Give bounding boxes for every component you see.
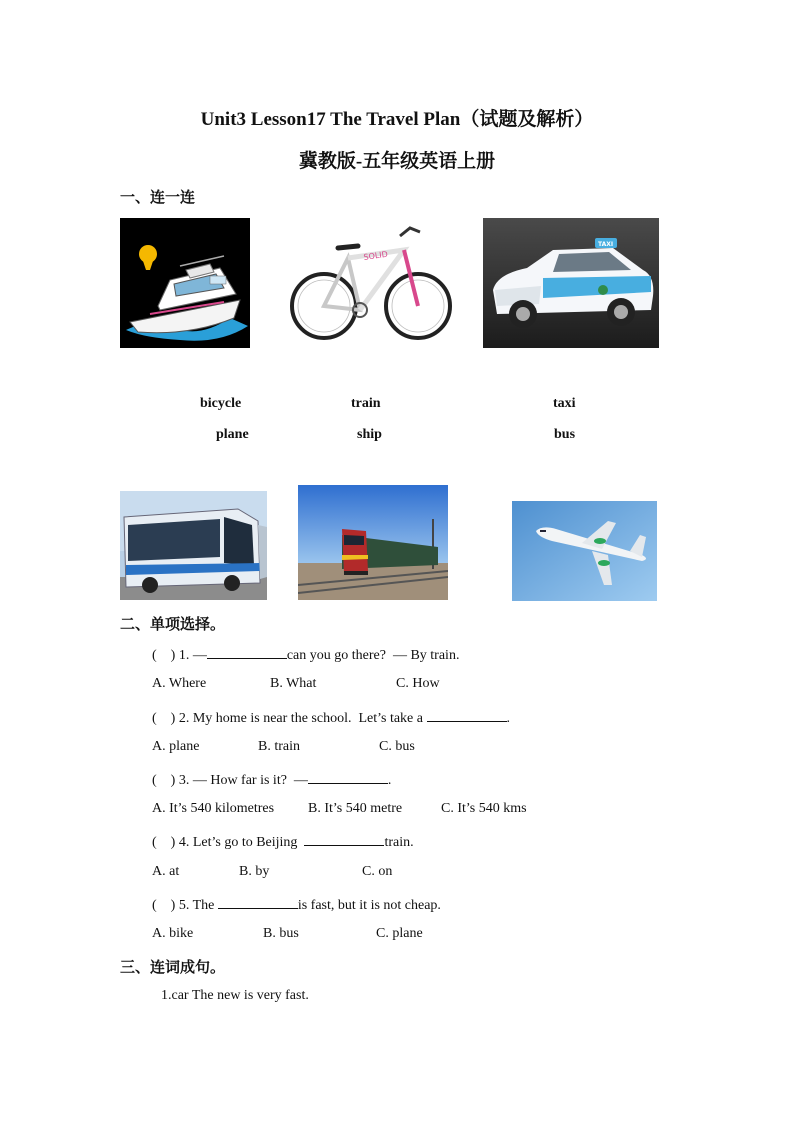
answer-blank[interactable] bbox=[308, 770, 388, 784]
page-subtitle: 冀教版-五年级英语上册 bbox=[298, 151, 496, 172]
q1-option-b: B. What bbox=[270, 676, 317, 691]
q2-option-a: A. plane bbox=[152, 739, 200, 754]
q1-option-a: A. Where bbox=[152, 676, 207, 691]
answer-blank[interactable] bbox=[304, 832, 384, 846]
question-5: ( ) 5. The is fast, but it is not cheap. bbox=[152, 895, 441, 914]
q4-option-a: A. at bbox=[152, 864, 180, 879]
ship-image bbox=[120, 218, 250, 348]
word-train: train bbox=[351, 396, 381, 411]
word-bus: bus bbox=[554, 427, 576, 442]
word-taxi: taxi bbox=[553, 396, 576, 411]
train-image bbox=[298, 485, 448, 600]
q3-option-c: C. It’s 540 kms bbox=[441, 801, 527, 816]
q5-option-b: B. bus bbox=[263, 926, 299, 941]
answer-blank[interactable] bbox=[427, 708, 507, 722]
plane-image bbox=[512, 501, 657, 601]
section-3-heading: 三、连词成句。 bbox=[120, 960, 226, 976]
section-2-heading: 二、单项选择。 bbox=[120, 617, 226, 633]
q2-option-c: C. bus bbox=[379, 739, 415, 754]
bicycle-image bbox=[288, 218, 452, 348]
q4-option-b: B. by bbox=[239, 864, 270, 879]
answer-blank[interactable] bbox=[218, 895, 298, 909]
question-4: ( ) 4. Let’s go to Beijing train. bbox=[152, 832, 414, 851]
question-2: ( ) 2. My home is near the school. Let’s take a . bbox=[152, 708, 510, 727]
q1-option-c: C. How bbox=[396, 676, 440, 691]
page-title: Unit3 Lesson17 The Travel Plan（试题及解析） bbox=[200, 109, 594, 130]
bike-brand-text: SOLID bbox=[363, 249, 389, 262]
q4-option-c: C. on bbox=[362, 864, 393, 879]
q5-option-a: A. bike bbox=[152, 926, 194, 941]
section-1-heading: 一、连一连 bbox=[120, 190, 196, 206]
taxi-image bbox=[483, 218, 659, 348]
word-ship: ship bbox=[357, 427, 382, 442]
question-1: ( ) 1. — can you go there? — By train. bbox=[152, 645, 459, 664]
taxi-sign-text: TAXI bbox=[598, 241, 614, 248]
q3-option-b: B. It’s 540 metre bbox=[308, 801, 403, 816]
q3-option-a: A. It’s 540 kilometres bbox=[152, 801, 275, 816]
question-3: ( ) 3. — How far is it? — . bbox=[152, 770, 391, 789]
word-plane: plane bbox=[216, 427, 249, 442]
word-bicycle: bicycle bbox=[200, 396, 242, 411]
bus-image bbox=[120, 491, 267, 600]
q2-option-b: B. train bbox=[258, 739, 300, 754]
sentence-item-1: 1.car The new is very fast. bbox=[161, 988, 309, 1003]
answer-blank[interactable] bbox=[207, 645, 287, 659]
q5-option-c: C. plane bbox=[376, 926, 423, 941]
